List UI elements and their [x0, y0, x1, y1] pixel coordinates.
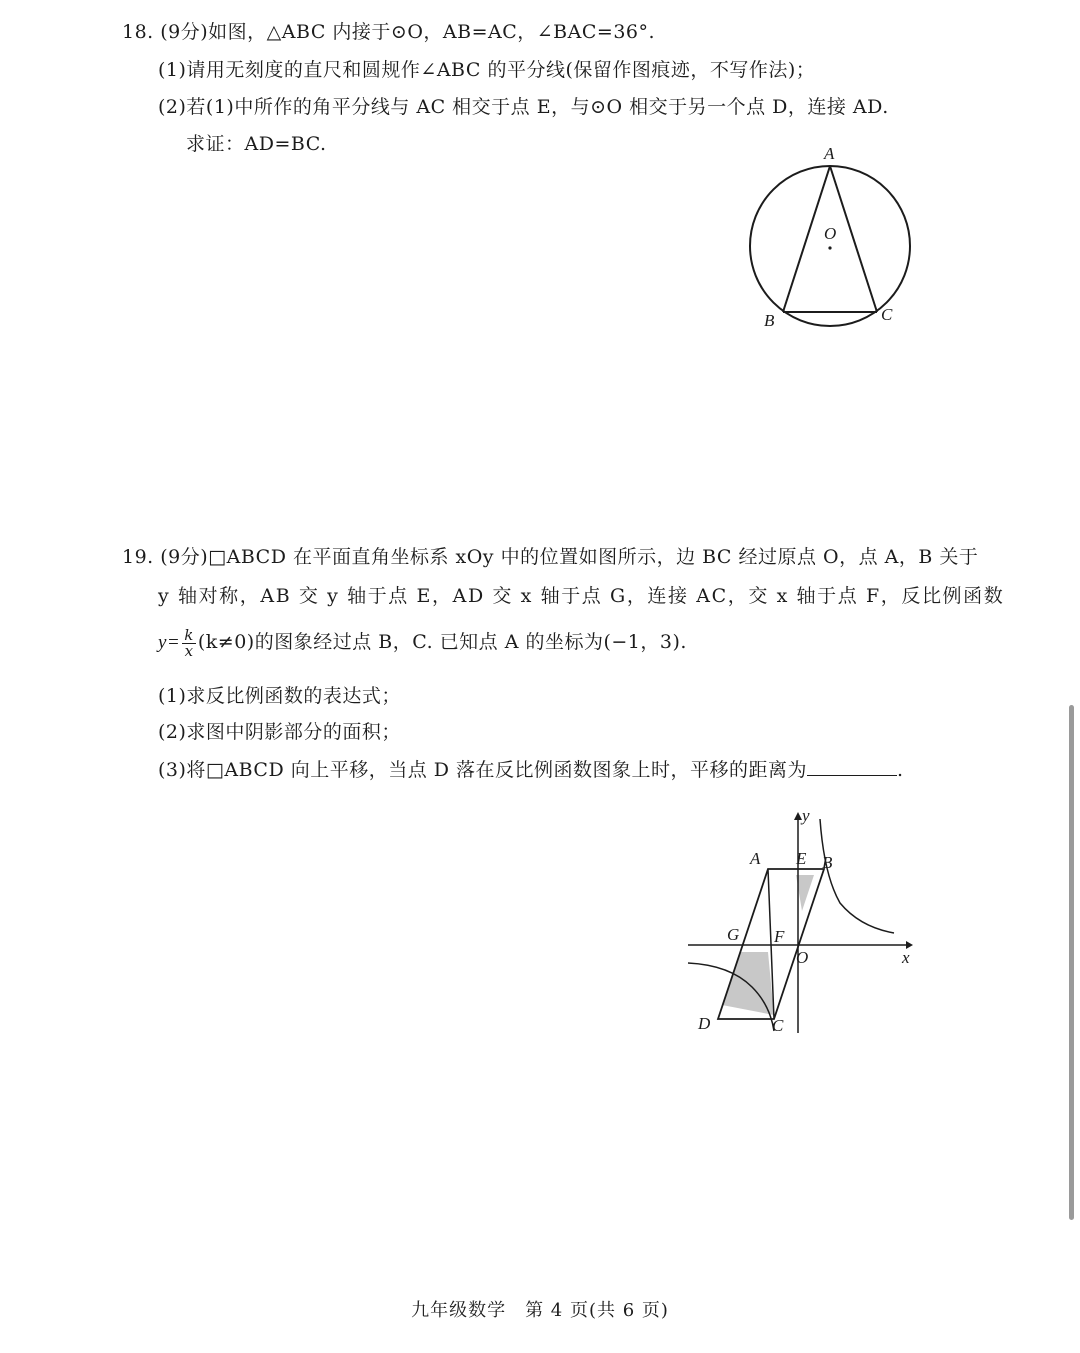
- fraction-numerator: k: [184, 625, 194, 644]
- label-c: C: [881, 305, 893, 324]
- q18-part1: (1)请用无刻度的直尺和圆规作∠ABC 的平分线(保留作图痕迹，不写作法)；: [158, 59, 816, 81]
- q19-part2: (2)求图中阴影部分的面积；: [158, 721, 401, 743]
- q19-line1: 19. (9分)□ABCD 在平面直角坐标系 xOy 中的位置如图所示，边 BC 经过原点 O，点 A，B 关于: [122, 546, 979, 568]
- label-y: y: [802, 806, 810, 825]
- label-o: O: [796, 948, 809, 967]
- q19-part3: (3)将□ABCD 向上平移，当点 D 落在反比例函数图象上时，平移的距离为: [158, 759, 808, 781]
- label-e: E: [796, 849, 807, 868]
- segment-ac: [830, 166, 877, 312]
- label-x: x: [902, 948, 910, 967]
- center-dot: [828, 246, 831, 249]
- q19-part1: (1)求反比例函数的表达式；: [158, 685, 401, 707]
- q18-header: 18. (9分)如图，△ABC 内接于⊙O，AB=AC，∠BAC=36°.: [122, 21, 656, 43]
- q19-part3-end: .: [897, 759, 904, 781]
- q19-line3: [158, 624, 687, 661]
- fraction-k-over-x: [182, 625, 196, 660]
- fraction-denominator: x: [184, 641, 194, 660]
- q18-part2: (2)若(1)中所作的角平分线与 AC 相交于点 E，与⊙O 相交于另一个点 D，连接 AD.: [158, 96, 889, 118]
- y-axis-arrow: [794, 812, 802, 820]
- label-a: A: [750, 849, 761, 868]
- q19-figure: [680, 805, 920, 1045]
- label-b: B: [764, 311, 775, 330]
- label-c: C: [772, 1016, 784, 1035]
- q19-line3-suffix: (k≠0)的图象经过点 B，C. 已知点 A 的坐标为(−1，3).: [197, 631, 687, 653]
- q19-part3-line: [158, 757, 904, 782]
- label-o: O: [824, 224, 837, 243]
- q19-line3-prefix: y=: [158, 632, 181, 653]
- label-a: A: [824, 144, 835, 163]
- segment-ab: [783, 166, 830, 312]
- label-b: B: [822, 853, 833, 872]
- label-d: D: [698, 1014, 711, 1033]
- label-g: G: [727, 925, 740, 944]
- q19-line2: y 轴对称，AB 交 y 轴于点 E，AD 交 x 轴于点 G，连接 AC，交 x 轴于点 F，反比例函数: [158, 585, 1005, 607]
- q18-figure: [740, 138, 930, 338]
- label-f: F: [774, 927, 785, 946]
- q18-prove: 求证：AD=BC.: [186, 133, 327, 155]
- answer-blank: [807, 757, 897, 776]
- circle-o: [750, 166, 910, 326]
- page-footer: 九年级数学 第 4 页(共 6 页): [411, 1300, 669, 1321]
- scrollbar[interactable]: [1069, 705, 1074, 1220]
- hyperbola-branch-1: [820, 819, 894, 933]
